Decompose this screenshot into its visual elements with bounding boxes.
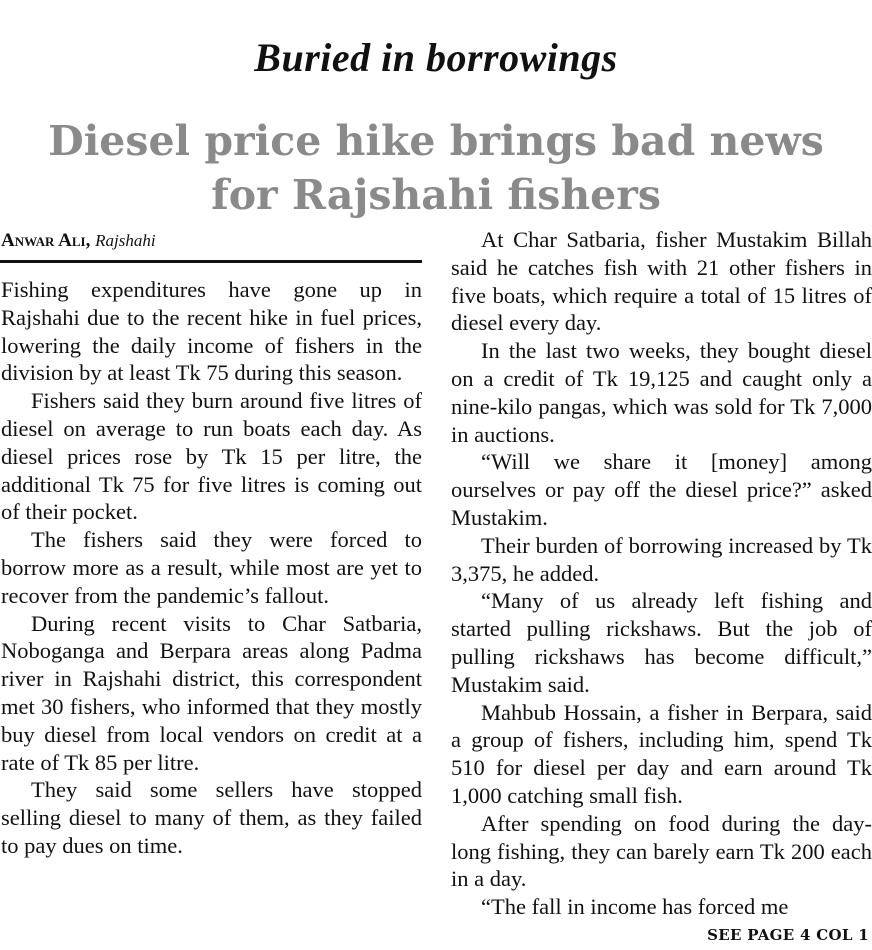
article-column-right (451, 226, 872, 921)
paragraph: “The fall in income has forced me (481, 894, 789, 920)
subheadline-line-2: for Rajshahi fishers (211, 171, 661, 219)
headline: Buried in borrowings (254, 35, 618, 80)
paragraph: Mahbub Hossain, a fisher in Berpara, said a group of fishers, including him, spend Tk 510 for diesel per day and earn around Tk 1,000 catching small fish. (451, 699, 872, 808)
subheadline (0, 114, 872, 222)
jump-line: SEE PAGE 4 COL 1 (707, 926, 869, 944)
paragraph: The fishers said they were forced to borrow more as a result, while most are yet to recover from the pandemic’s fallout. (1, 527, 422, 608)
byline-location: Rajshahi (95, 231, 156, 250)
byline-author: Anwar Ali, (1, 230, 91, 251)
paragraph: Their burden of borrowing increased by Tk 3,375, he added. (451, 532, 872, 586)
article-column-left (1, 276, 422, 860)
paragraph: At Char Satbaria, fisher Mustakim Billah said he catches fish with 21 other fishers in five boats, which require a total of 15 litres of diesel every day. (451, 227, 872, 336)
paragraph: They said some sellers have stopped selling diesel to many of them, as they failed to pay dues on time. (1, 777, 422, 858)
byline (1, 229, 156, 253)
paragraph: In the last two weeks, they bought diesel on a credit of Tk 19,125 and caught only a nine-kilo pangas, which was sold for Tk 7,000 in auctions. (451, 338, 872, 447)
paragraph: After spending on food during the day-long fishing, they can barely earn Tk 200 each in a day. (451, 810, 872, 892)
paragraph: Fishing expenditures have gone up in Rajshahi due to the recent hike in fuel prices, lowering the daily income of fishers in the division by at least Tk 75 during this season. (1, 277, 422, 386)
paragraph: During recent visits to Char Satbaria, Noboganga and Berpara areas along Padma river in Rajshahi district, this correspondent met 30 fishers, who informed that they mostly buy diesel from local vendors on credit at a rate of Tk 85 per litre. (1, 610, 422, 775)
paragraph: “Will we share it [money] among ourselves or pay off the diesel price?” asked Mustakim. (451, 449, 872, 530)
subheadline-line-1: Diesel price hike brings bad news (48, 117, 824, 165)
paragraph: “Many of us already left fishing and started pulling rickshaws. But the job of pulling rickshaws has become difficult,” Mustakim said. (451, 588, 872, 697)
byline-divider (0, 260, 422, 263)
paragraph: Fishers said they burn around five litres of diesel on average to run boats each day. As diesel prices rose by Tk 15 per litre, the additional Tk 75 for five litres is coming out of their pocket. (1, 388, 422, 525)
